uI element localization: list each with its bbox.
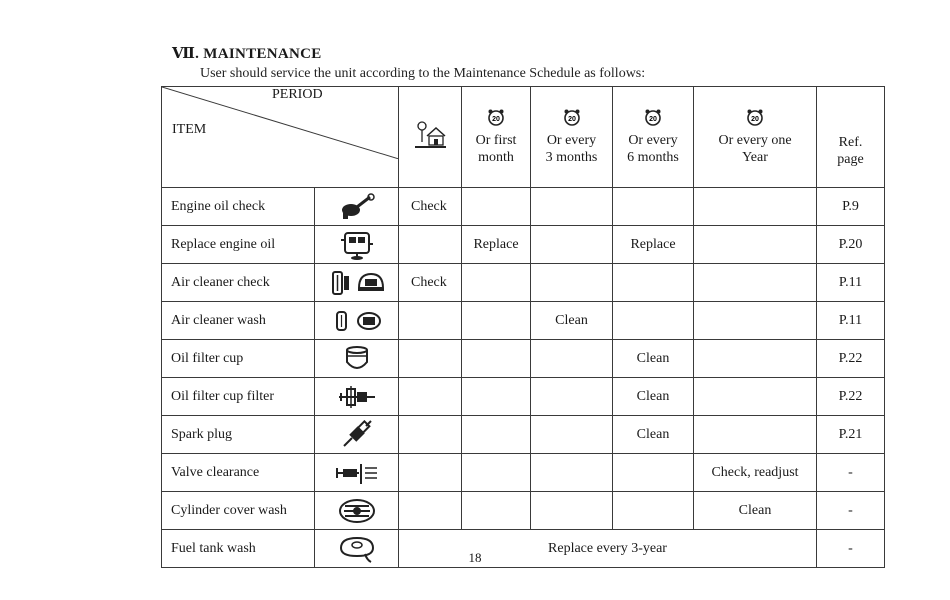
- first-month-value: [462, 302, 531, 340]
- table-row: [162, 188, 885, 226]
- item-name: Replace engine oil: [162, 226, 315, 264]
- ref-page-value: -: [817, 492, 885, 530]
- each-use-value: [399, 340, 462, 378]
- fuel-tank-interval: Replace every 3-year: [399, 530, 817, 568]
- oil-drain-icon: [337, 230, 377, 260]
- each-use-value: [399, 454, 462, 492]
- spark-plug-icon: [340, 420, 374, 450]
- clock-icon: [563, 108, 581, 126]
- ref-page-value: P.21: [817, 416, 885, 454]
- every-6-months-header: [613, 87, 694, 188]
- first-month-value: Replace: [462, 226, 531, 264]
- clock-icon: [487, 108, 505, 126]
- each-use-value: [399, 302, 462, 340]
- every-3-months-value: Clean: [531, 302, 613, 340]
- first-month-header: [462, 87, 531, 188]
- first-month-value: [462, 340, 531, 378]
- each-use-value: [399, 378, 462, 416]
- each-use-value: [399, 226, 462, 264]
- each-use-header: [399, 87, 462, 188]
- each-use-value: [399, 492, 462, 530]
- every-6-months-line2: 6 months: [627, 150, 679, 165]
- first-month-value: [462, 188, 531, 226]
- every-6-months-value: Clean: [613, 378, 694, 416]
- svg-text:20: 20: [567, 116, 576, 123]
- every-year-value: [694, 226, 817, 264]
- filter-cup-icon: [342, 344, 372, 374]
- every-6-months-value: [613, 302, 694, 340]
- ref-page-value: -: [817, 530, 885, 568]
- every-3-months-value: [531, 264, 613, 302]
- every-year-value: Check, readjust: [694, 454, 817, 492]
- ref-page-value: P.11: [817, 264, 885, 302]
- every-year-value: [694, 416, 817, 454]
- each-use-house-icon: [413, 120, 447, 150]
- section-heading: Ⅶ. MAINTENANCE: [172, 46, 322, 62]
- first-month-line1: Or first: [475, 133, 517, 148]
- item-name: Oil filter cup: [162, 340, 315, 378]
- table-row: [162, 492, 885, 530]
- table-row: [162, 340, 885, 378]
- every-6-months-value: [613, 188, 694, 226]
- item-name: Air cleaner check: [162, 264, 315, 302]
- every-6-months-value: [613, 492, 694, 530]
- table-row: [162, 454, 885, 492]
- every-year-value: [694, 302, 817, 340]
- every-year-line2: Year: [742, 150, 768, 165]
- air-filter-element-icon: [329, 307, 385, 335]
- svg-text:20: 20: [751, 116, 759, 123]
- every-year-header: [694, 87, 817, 188]
- every-3-months-line2: 3 months: [545, 150, 598, 165]
- item-label: ITEM: [172, 122, 207, 137]
- header-corner-cell: [162, 87, 399, 188]
- every-6-months-value: Clean: [613, 340, 694, 378]
- every-year-value: [694, 188, 817, 226]
- item-name: Oil filter cup filter: [162, 378, 315, 416]
- first-month-value: [462, 416, 531, 454]
- table-row: [162, 416, 885, 454]
- table-row: [162, 264, 885, 302]
- every-3-months-value: [531, 188, 613, 226]
- item-name: Spark plug: [162, 416, 315, 454]
- cylinder-cover-icon: [336, 496, 378, 526]
- table-row: [162, 226, 885, 264]
- period-label: PERIOD: [272, 87, 323, 102]
- ref-page-value: P.11: [817, 302, 885, 340]
- every-6-months-value: Clean: [613, 416, 694, 454]
- filter-screen-icon: [337, 384, 377, 410]
- table-row: [162, 378, 885, 416]
- svg-text:20: 20: [492, 116, 500, 123]
- each-use-value: Check: [399, 188, 462, 226]
- every-year-value: [694, 378, 817, 416]
- air-cleaner-icon: [329, 268, 385, 298]
- every-3-months-header: [531, 87, 613, 188]
- every-6-months-value: Replace: [613, 226, 694, 264]
- ref-page-value: P.20: [817, 226, 885, 264]
- first-month-value: [462, 264, 531, 302]
- oil-dipstick-icon: [337, 193, 377, 221]
- every-year-value: [694, 340, 817, 378]
- item-name: Fuel tank wash: [162, 530, 315, 568]
- clock-icon: [746, 108, 764, 126]
- ref-page-line2: page: [837, 152, 864, 167]
- first-month-value: [462, 492, 531, 530]
- every-3-months-value: [531, 378, 613, 416]
- header-row: [162, 87, 885, 188]
- first-month-line2: month: [478, 150, 514, 165]
- every-year-value: [694, 264, 817, 302]
- item-name: Engine oil check: [162, 188, 315, 226]
- every-6-months-value: [613, 454, 694, 492]
- item-name: Valve clearance: [162, 454, 315, 492]
- ref-page-value: P.22: [817, 340, 885, 378]
- every-6-months-line1: Or every: [628, 133, 678, 148]
- every-year-line1: Or every one: [718, 133, 792, 148]
- item-name: Air cleaner wash: [162, 302, 315, 340]
- ref-page-value: -: [817, 454, 885, 492]
- page-number: 18: [468, 550, 482, 565]
- every-3-months-value: [531, 416, 613, 454]
- section-intro: User should service the unit according to the Maintenance Schedule as follows:: [200, 66, 646, 81]
- feeler-gauge-icon: [335, 460, 379, 486]
- first-month-value: [462, 454, 531, 492]
- every-year-value: Clean: [694, 492, 817, 530]
- ref-page-line1: Ref.: [838, 135, 863, 150]
- item-name: Cylinder cover wash: [162, 492, 315, 530]
- ref-page-value: P.22: [817, 378, 885, 416]
- each-use-value: [399, 416, 462, 454]
- every-6-months-value: [613, 264, 694, 302]
- every-3-months-value: [531, 492, 613, 530]
- table-row: [162, 302, 885, 340]
- every-3-months-line1: Or every: [546, 133, 597, 148]
- clock-icon: [644, 108, 662, 126]
- svg-text:20: 20: [649, 116, 657, 123]
- every-3-months-value: [531, 226, 613, 264]
- first-month-value: [462, 378, 531, 416]
- ref-page-header: [817, 87, 885, 188]
- every-3-months-value: [531, 454, 613, 492]
- every-3-months-value: [531, 340, 613, 378]
- ref-page-value: P.9: [817, 188, 885, 226]
- maintenance-schedule-table: [161, 86, 885, 568]
- each-use-value: Check: [399, 264, 462, 302]
